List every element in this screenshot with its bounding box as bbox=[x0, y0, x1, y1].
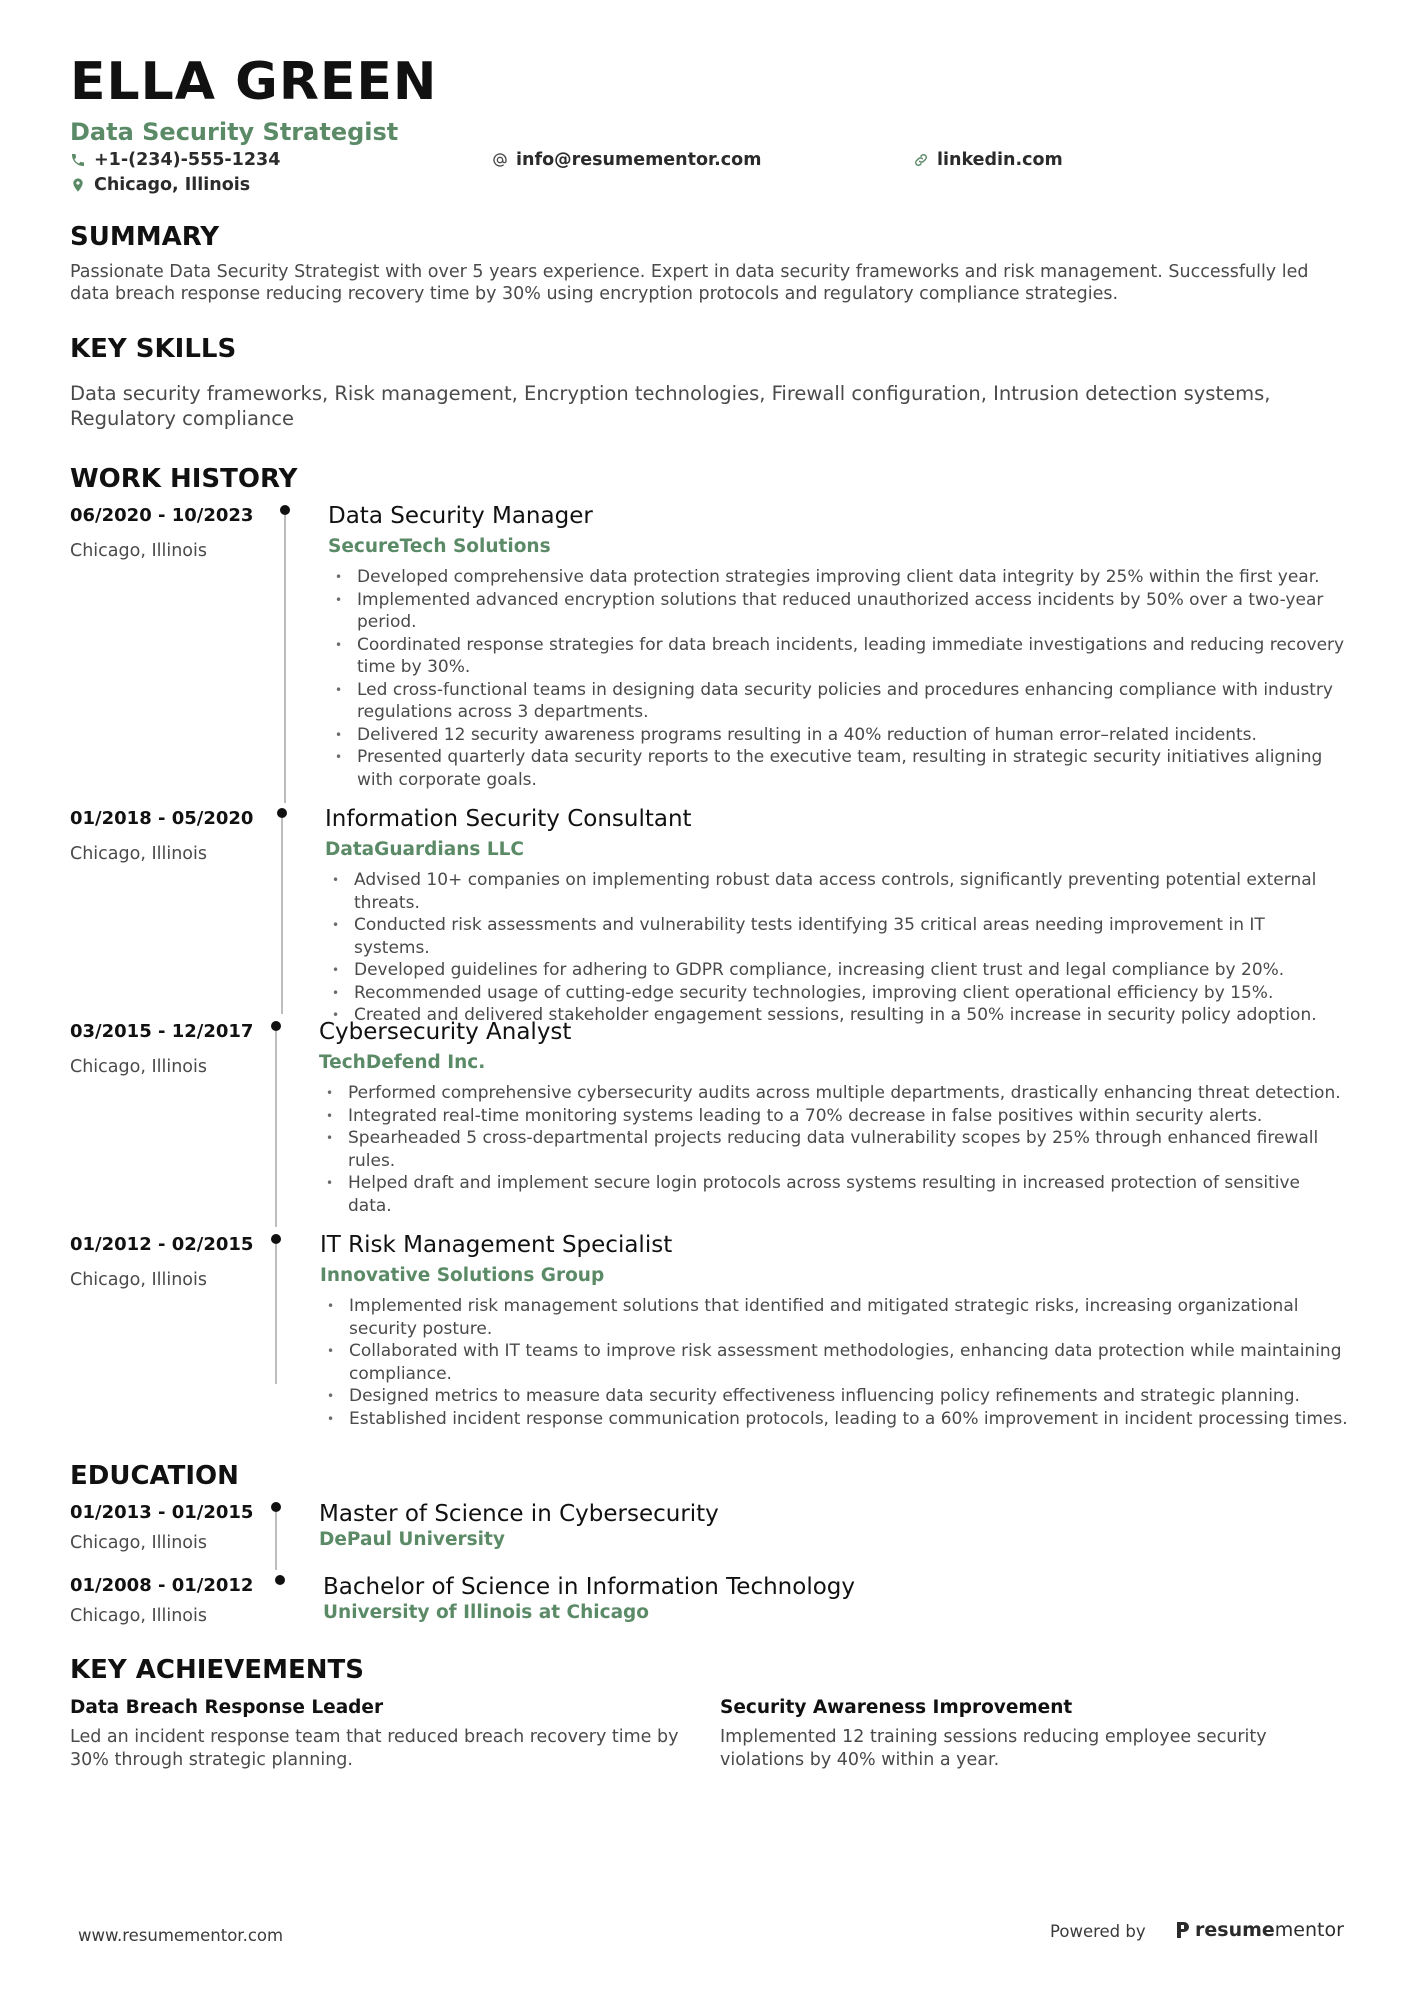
job-bullet: • Presented quarterly data security reports to the executive team, resulting in strategic security initiatives aligning with corporate goals. bbox=[328, 746, 1348, 791]
timeline-line bbox=[275, 1512, 277, 1570]
job-title: Data Security Manager bbox=[328, 503, 593, 529]
achievement-text: Led an incident response team that reduced breach recovery time by 30% through strategic planning. bbox=[70, 1727, 679, 1770]
at-icon bbox=[492, 152, 508, 168]
resumementor-logo[interactable] bbox=[1175, 1919, 1344, 1941]
timeline-dot bbox=[275, 1575, 285, 1585]
timeline-line bbox=[275, 1031, 277, 1227]
timeline-dot bbox=[271, 1502, 281, 1512]
education-dates: 01/2008 - 01/2012 bbox=[70, 1575, 254, 1596]
timeline-line bbox=[284, 515, 286, 803]
skills-heading: KEY SKILLS bbox=[70, 334, 237, 364]
job-bullet: • Developed comprehensive data protection strategies improving client data integrity by 25% within the first year. bbox=[328, 566, 1348, 589]
job-bullet: • Created and delivered stakeholder engagement sessions, resulting in a 50% increase in security policy adoption. bbox=[325, 1004, 1345, 1027]
achievement-text: Implemented 12 training sessions reducing employee security violations by 40% within a year. bbox=[720, 1727, 1267, 1770]
job-title: IT Risk Management Specialist bbox=[320, 1232, 673, 1258]
footer-powered-by: Powered by bbox=[1050, 1922, 1146, 1941]
timeline-dot bbox=[271, 1234, 281, 1244]
contact-phone[interactable] bbox=[70, 150, 280, 170]
resumementor-logo-icon bbox=[1175, 1920, 1191, 1940]
job-bullet: • Advised 10+ companies on implementing robust data access controls, significantly preventing potential external threats. bbox=[325, 869, 1345, 914]
timeline-dot bbox=[271, 1021, 281, 1031]
job-company: SecureTech Solutions bbox=[328, 536, 551, 557]
job-bullets bbox=[319, 1082, 1349, 1217]
link-icon bbox=[913, 152, 929, 168]
work-history-heading: WORK HISTORY bbox=[70, 464, 298, 494]
job-bullet: • Collaborated with IT teams to improve risk assessment methodologies, enhancing data protection while maintaining compliance. bbox=[320, 1340, 1350, 1385]
achievements-heading: KEY ACHIEVEMENTS bbox=[70, 1655, 364, 1685]
education-dates: 01/2013 - 01/2015 bbox=[70, 1502, 254, 1523]
school-name: University of Illinois at Chicago bbox=[323, 1602, 649, 1623]
job-location: Chicago, Illinois bbox=[70, 541, 207, 561]
job-bullets bbox=[320, 1295, 1350, 1430]
candidate-name: ELLA GREEN bbox=[70, 52, 438, 112]
job-location: Chicago, Illinois bbox=[70, 844, 207, 864]
achievement-title: Security Awareness Improvement bbox=[720, 1697, 1073, 1718]
job-title: Information Security Consultant bbox=[325, 806, 692, 832]
job-dates: 01/2018 - 05/2020 bbox=[70, 808, 254, 829]
job-bullet: • Designed metrics to measure data security effectiveness influencing policy refinements and strategic planning. bbox=[320, 1385, 1350, 1408]
job-company: TechDefend Inc. bbox=[319, 1052, 486, 1073]
degree-title: Bachelor of Science in Information Technology bbox=[323, 1574, 855, 1600]
job-bullet: • Integrated real-time monitoring systems leading to a 70% decrease in false positives within security alerts. bbox=[319, 1105, 1349, 1128]
job-location: Chicago, Illinois bbox=[70, 1270, 207, 1290]
job-bullet: • Spearheaded 5 cross-departmental projects reducing data vulnerability scopes by 25% through enhanced firewall rules. bbox=[319, 1127, 1349, 1172]
skills-text: Data security frameworks, Risk management, Encryption technologies, Firewall configuration, Intrusion detection systems, Regulatory compliance bbox=[70, 382, 1271, 430]
school-name: DePaul University bbox=[319, 1529, 505, 1550]
contact-email[interactable] bbox=[492, 150, 761, 170]
job-bullet: • Delivered 12 security awareness programs resulting in a 40% reduction of human error–related incidents. bbox=[328, 724, 1348, 747]
job-bullet: • Led cross-functional teams in designing data security policies and procedures enhancing compliance with industry regulations across 3 departments. bbox=[328, 679, 1348, 724]
job-dates: 03/2015 - 12/2017 bbox=[70, 1021, 254, 1042]
degree-title: Master of Science in Cybersecurity bbox=[319, 1501, 719, 1527]
job-bullets bbox=[328, 566, 1348, 791]
email-text: info@resumementor.com bbox=[516, 150, 762, 170]
linkedin-text: linkedin.com bbox=[937, 150, 1063, 170]
summary-text: Passionate Data Security Strategist with over 5 years experience. Expert in data security frameworks and risk management. Successfully led data breach response reducing recovery time by 30% using encryption protocols and regulatory compliance strategies. bbox=[70, 262, 1309, 304]
job-company: DataGuardians LLC bbox=[325, 839, 524, 860]
contact-location bbox=[70, 175, 250, 195]
summary-heading: SUMMARY bbox=[70, 222, 220, 252]
job-title: Cybersecurity Analyst bbox=[319, 1019, 572, 1045]
phone-text: +1-(234)-555-1234 bbox=[94, 150, 281, 170]
job-bullet: • Implemented risk management solutions that identified and mitigated strategic risks, increasing organizational security posture. bbox=[320, 1295, 1350, 1340]
achievement-title: Data Breach Response Leader bbox=[70, 1697, 384, 1718]
education-heading: EDUCATION bbox=[70, 1461, 239, 1491]
job-location: Chicago, Illinois bbox=[70, 1057, 207, 1077]
job-bullet: • Established incident response communication protocols, leading to a 60% improvement in incident processing times. bbox=[320, 1408, 1350, 1431]
job-dates: 01/2012 - 02/2015 bbox=[70, 1234, 254, 1255]
candidate-role: Data Security Strategist bbox=[70, 118, 399, 146]
job-dates: 06/2020 - 10/2023 bbox=[70, 505, 254, 526]
timeline-dot bbox=[277, 808, 287, 818]
logo-text-light: mentor bbox=[1274, 1919, 1344, 1941]
job-bullet: • Recommended usage of cutting-edge security technologies, improving client operational efficiency by 15%. bbox=[325, 982, 1345, 1005]
job-bullet: • Coordinated response strategies for data breach incidents, leading immediate investigations and reducing recovery time by 30%. bbox=[328, 634, 1348, 679]
education-location: Chicago, Illinois bbox=[70, 1533, 207, 1553]
job-bullets bbox=[325, 869, 1345, 1027]
phone-icon bbox=[70, 152, 86, 168]
job-bullet: • Implemented advanced encryption solutions that reduced unauthorized access incidents by 50% over a two-year period. bbox=[328, 589, 1348, 634]
job-bullet: • Conducted risk assessments and vulnerability tests identifying 35 critical areas needing improvement in IT systems. bbox=[325, 914, 1345, 959]
job-bullet: • Helped draft and implement secure login protocols across systems resulting in increased protection of sensitive data. bbox=[319, 1172, 1349, 1217]
job-company: Innovative Solutions Group bbox=[320, 1265, 605, 1286]
location-pin-icon bbox=[70, 177, 86, 193]
footer-website-link[interactable]: www.resumementor.com bbox=[78, 1926, 284, 1945]
logo-text-bold: resume bbox=[1195, 1919, 1275, 1941]
education-location: Chicago, Illinois bbox=[70, 1606, 207, 1626]
timeline-dot bbox=[280, 505, 290, 515]
timeline-line bbox=[281, 818, 283, 1014]
timeline-line bbox=[275, 1244, 277, 1384]
location-text: Chicago, Illinois bbox=[94, 175, 251, 195]
job-bullet: • Performed comprehensive cybersecurity audits across multiple departments, drastically enhancing threat detection. bbox=[319, 1082, 1349, 1105]
job-bullet: • Developed guidelines for adhering to GDPR compliance, increasing client trust and legal compliance by 20%. bbox=[325, 959, 1345, 982]
contact-linkedin[interactable] bbox=[913, 150, 1063, 170]
